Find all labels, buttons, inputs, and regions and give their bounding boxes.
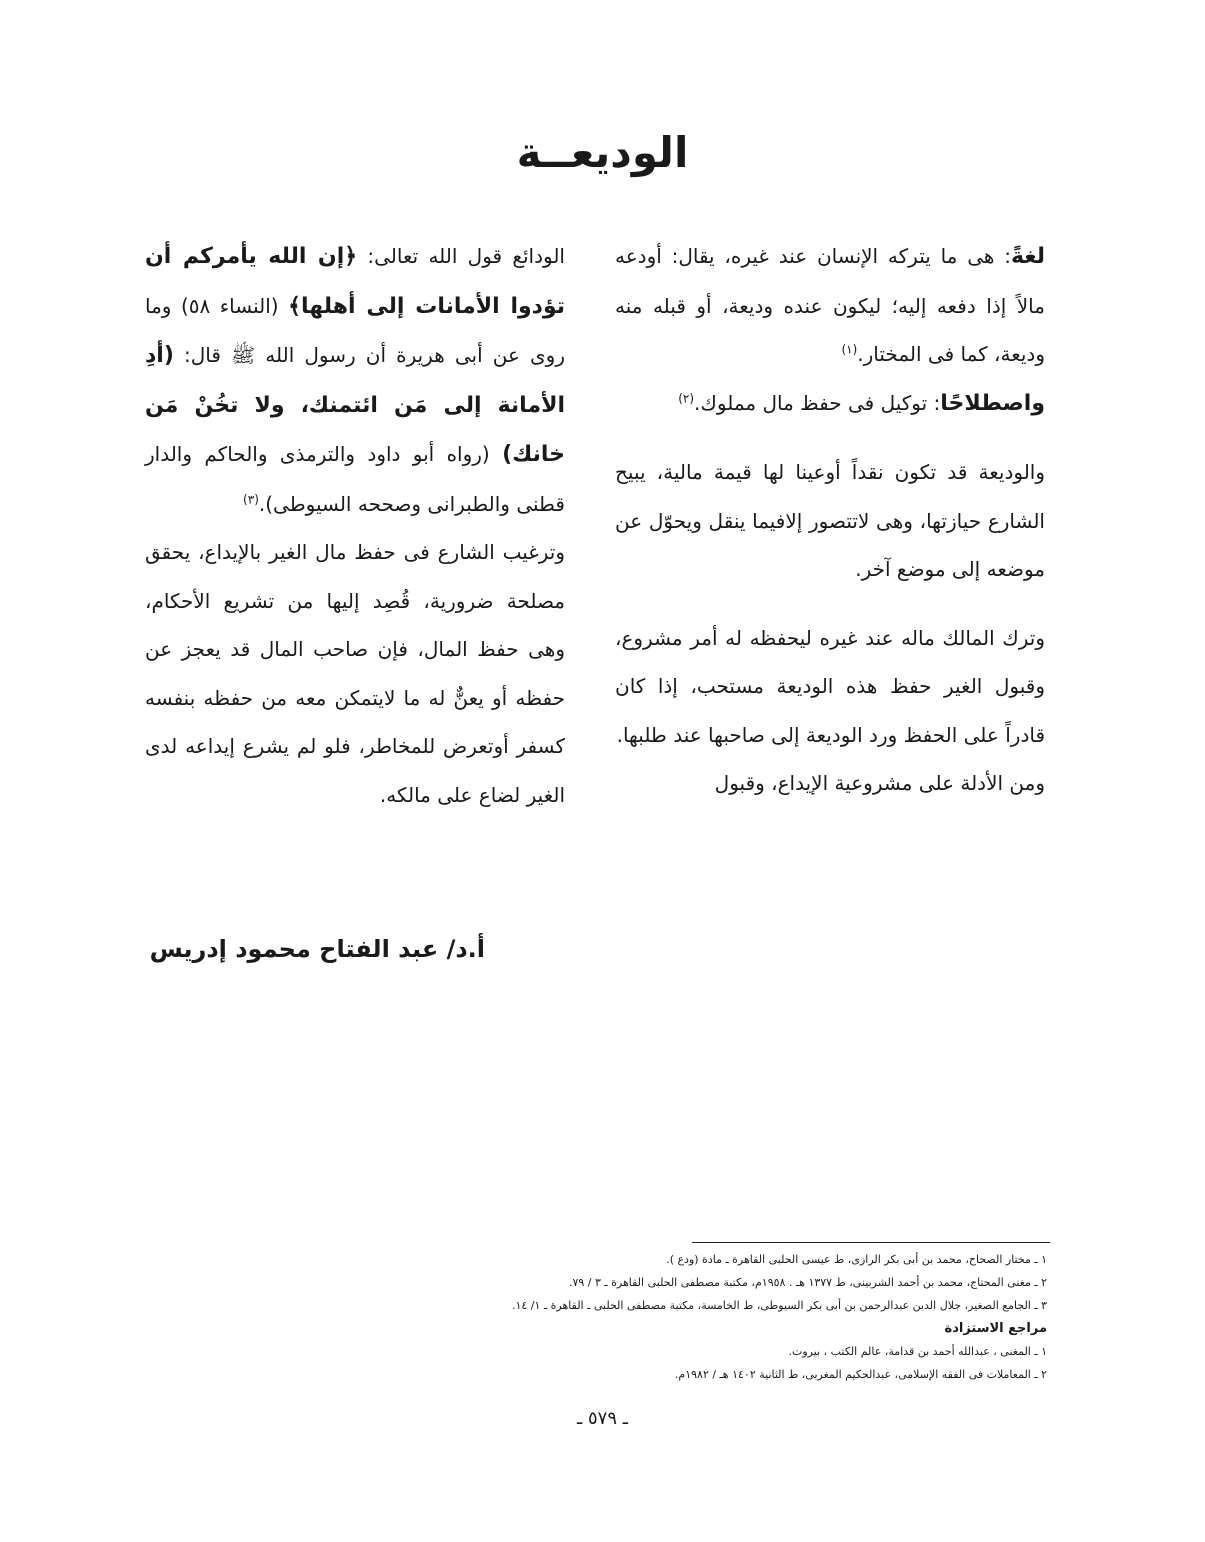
paragraph-gap bbox=[615, 428, 1045, 448]
paragraph-gap bbox=[615, 594, 1045, 614]
right-column bbox=[615, 232, 1045, 808]
left-column bbox=[145, 232, 565, 819]
definition-technical-text: : توكيل فى حفظ مال مملوك. bbox=[694, 390, 941, 415]
evidence-text-b: (النساء ٥٨) وما روى عن أبى هريرة أن رسول الله ﷺ قال: bbox=[145, 293, 565, 367]
further-reading-1: ١ ـ المغنى ، عبدالله أحمد بن قدامة، عالم الكتب ، بيروت. bbox=[788, 1345, 1047, 1358]
page-number: ـ ٥٧٩ ـ bbox=[576, 1408, 628, 1429]
paragraph-wisdom: وترغيب الشارع فى حفظ مال الغير بالإيداع، يحقق مصلحة ضرورية، قُصِد إليها من تشريع الأحكام، وهى حفظ المال، فإن صاحب المال قد يعجز عن حفظه أو يعنٌّ له ما لايتمكن معه من حفظه بنفسه كسفر أوتعرض للمخاطر، فلو لم يشرع إيداعه لدى الغير لضاع على مالكه. bbox=[145, 540, 565, 807]
footnote-ref-1: (١) bbox=[841, 342, 858, 357]
quran-verse: ﴿إن الله يأمركم أن تؤدوا الأمانات إلى أهلها﴾ bbox=[145, 244, 566, 319]
hadith-quote: (أدِ الأمانة إلى مَن ائتمنك، ولا تخُنْ مَن خانك) bbox=[145, 343, 565, 467]
footnote-3: ٣ ـ الجامع الصغير، جلال الدين عبدالرحمن بن أبى بكر السيوطى، ط الخامسة، مكتبة مصطفى الحلبى ـ القاهرة ـ ١/ ١٤. bbox=[511, 1299, 1047, 1312]
footnote-2: ٢ ـ مغنى المحتاج، محمد بن أحمد الشربينى، ط ١٣٧٧ هـ . ١٩٥٨م، مكتبة مصطفى الحلبى القاهرة ـ ٣ / ٧٩. bbox=[568, 1276, 1047, 1289]
further-reading-heading: مراجع الاستزادة bbox=[944, 1321, 1047, 1336]
evidence-text-a: الودائع قول الله تعالى: bbox=[357, 244, 565, 268]
evidence-text-c: (رواه أبو داود والترمذى والحاكم والدار قطنى والطبرانى وصححه السيوطى). bbox=[145, 442, 565, 516]
footnote-divider bbox=[692, 1242, 1050, 1243]
paragraph-deposit-nature: والوديعة قد تكون نقداً أوعينا لها قيمة مالية، يبيح الشارع حيازتها، وهى لاتتصور إلافيما ينقل ويحوّل عن موضعه إلى موضع آخر. bbox=[615, 460, 1045, 581]
footnote-ref-3: (٣) bbox=[243, 491, 259, 506]
author-name: أ.د/ عبد الفتاح محمود إدريس bbox=[149, 935, 485, 963]
definition-linguistic-text: : هى ما يتركه الإنسان عند غيره، يقال: أودعه مالاً إذا دفعه إليه؛ ليكون عنده وديعة، أو قبله منه وديعة، كما فى المختار. bbox=[615, 244, 1045, 366]
page-title: الوديعــة bbox=[516, 128, 689, 177]
paragraph-deposit-ruling: وترك المالك ماله عند غيره ليحفظه له أمر مشروع، وقبول الغير حفظ هذه الوديعة مستحب، إذا كان قادراً على الحفظ ورد الوديعة إلى صاحبها عند طلبها. bbox=[615, 625, 1045, 747]
definition-linguistic bbox=[615, 232, 1045, 379]
paragraph-evidence-start: ومن الأدلة على مشروعية الإيداع، وقبول bbox=[714, 771, 1045, 795]
term-linguistic: لغةً bbox=[1010, 244, 1045, 269]
footnote-1: ١ ـ مختار الصحاح، محمد بن أبى بكر الرازى، ط عيسى الحلبى القاهرة ـ مادة (ودع ). bbox=[666, 1253, 1047, 1266]
term-technical: واصطلاحًا bbox=[940, 390, 1045, 416]
footnotes bbox=[147, 1248, 1047, 1386]
further-reading-2: ٢ ـ المعاملات فى الفقه الإسلامى، عبدالحكيم المغربى، ط الثانية ١٤٠٢ هـ / ١٩٨٢م. bbox=[674, 1368, 1047, 1381]
footnote-ref-2: (٢) bbox=[678, 390, 695, 405]
paragraph-evidence-continued bbox=[145, 232, 565, 528]
definition-technical bbox=[615, 379, 1045, 429]
